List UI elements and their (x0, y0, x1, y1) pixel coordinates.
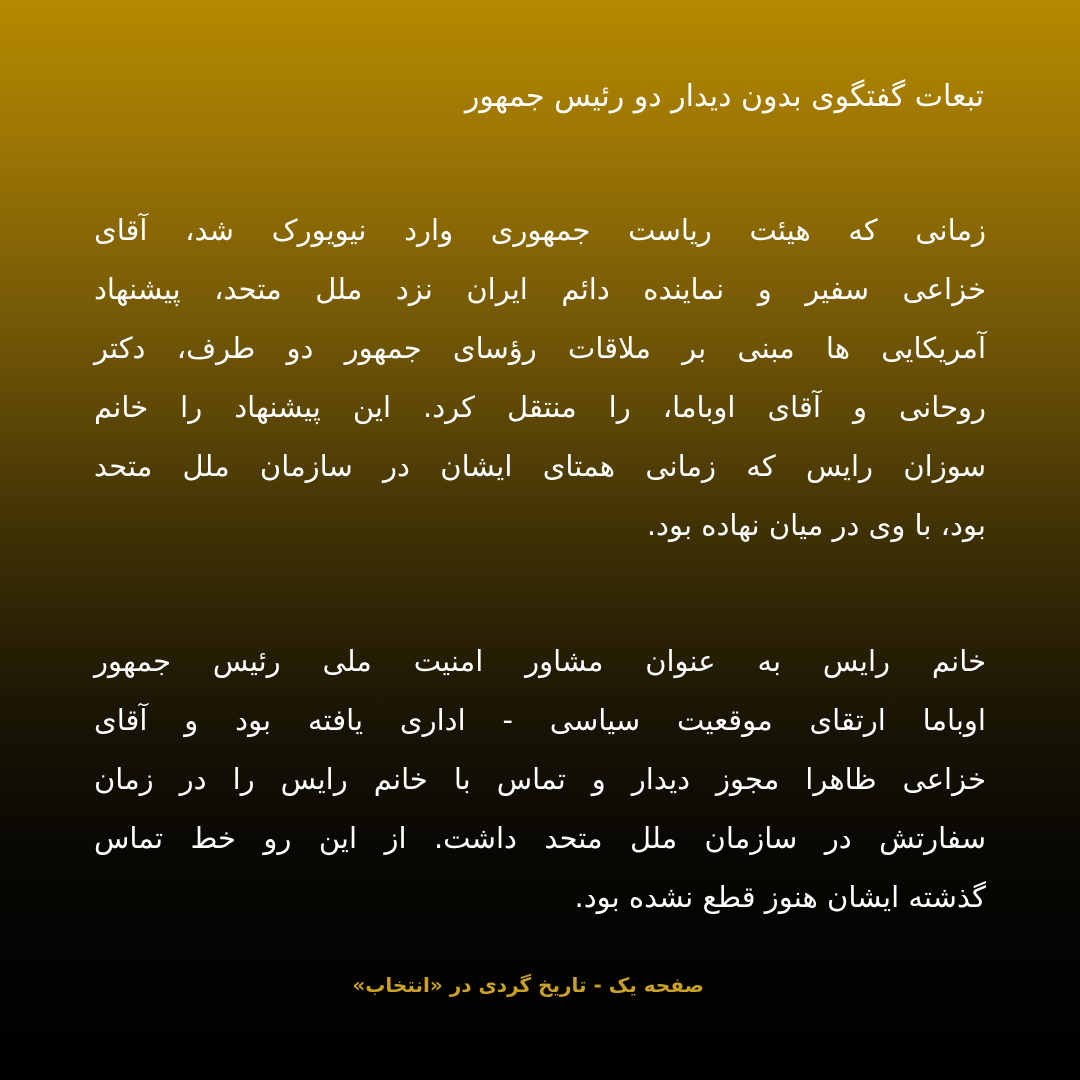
paragraph-2-line: گذشته ایشان هنوز قطع نشده بود. (574, 880, 986, 914)
paragraph-1-line: روحانی و آقای اوباما، را منتقل کرد. این پیشنهاد را خانم (94, 390, 986, 424)
paragraph-1 (94, 201, 986, 555)
paragraph-2-line: اوباما ارتقای موقعیت سیاسی - اداری یافته بود و آقای (94, 703, 986, 737)
paragraph-2-line: خزاعی ظاهرا مجوز دیدار و تماس با خانم رایس را در زمان (94, 762, 986, 796)
paragraph-1-line: آمریکایی ها مبنی بر ملاقات رؤسای جمهور دو طرف، دکتر (94, 331, 986, 365)
paragraph-1-line: سوزان رایس که زمانی همتای ایشان در سازمان ملل متحد (94, 449, 986, 483)
paragraph-1-line: بود، با وی در میان نهاده بود. (646, 508, 986, 542)
article-title: تبعات گفتگوی بدون دیدار دو رئیس جمهور (464, 79, 984, 114)
paragraph-2-line: خانم رایس به عنوان مشاور امنیت ملی رئیس جمهور (94, 644, 986, 678)
paragraph-2-line: سفارتش در سازمان ملل متحد داشت. از این رو خط تماس (94, 821, 986, 855)
page-footer-caption: صفحه یک - تاریخ گردی در «انتخاب» (352, 973, 704, 997)
paragraph-1-line: خزاعی سفیر و نماینده دائم ایران نزد ملل متحد، پیشنهاد (94, 272, 986, 306)
paragraph-2 (94, 632, 986, 927)
paragraph-1-line: زمانی که هیئت ریاست جمهوری وارد نیویورک شد، آقای (94, 213, 986, 247)
